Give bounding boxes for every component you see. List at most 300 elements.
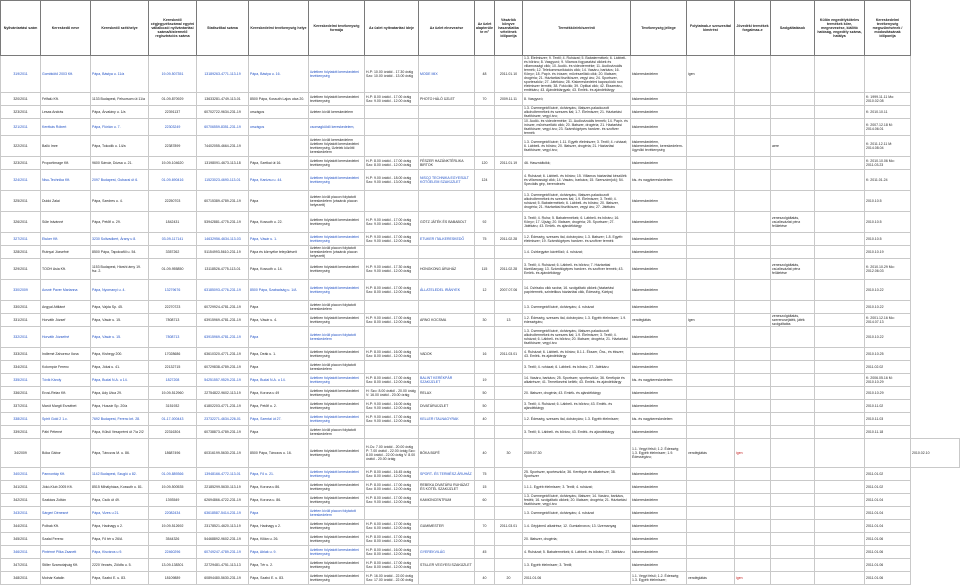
table-cell: 337/2011 <box>1 400 41 413</box>
table-cell: 2010.10.5 <box>865 191 911 212</box>
table-cell: 22132715 <box>149 361 197 374</box>
table-row <box>1 170 960 191</box>
column-header: Kereskedő neve <box>41 1 91 56</box>
table-cell <box>735 301 771 314</box>
table-cell: 2011.01.04 <box>865 520 911 533</box>
table-cell <box>815 546 865 559</box>
table-row <box>1 520 960 533</box>
table-cell <box>495 494 523 507</box>
table-cell: üzletben folytatott kereskedelmi tevékenység <box>309 481 365 494</box>
table-cell: 1.4. Csirkegyám kávéfőzö; 4. ruházat; <box>523 246 631 259</box>
table-cell: Páhi Péterné <box>41 426 91 439</box>
table-row <box>1 301 960 314</box>
table-cell: 63618587-5414-231-19 <box>197 507 249 520</box>
table-cell: Gombkötő 2003 Kft. <box>41 56 91 93</box>
table-cell <box>475 119 495 136</box>
table-cell: Pápa <box>249 426 309 439</box>
table-cell <box>735 387 771 400</box>
table-cell: 7692 Budapest, Ferenc krt. 28. <box>91 413 149 426</box>
table-cell <box>815 572 865 585</box>
table-cell <box>687 280 735 301</box>
table-cell: 20. Illatszer, drogéria; 43. Emlék- és ajándéktárgy <box>523 387 631 400</box>
column-header: Kereskedelmi tevékenység formája <box>309 1 365 56</box>
table-cell <box>495 387 523 400</box>
table-cell: H-P: 8.00 órától - 17.00 óráig Szo: 8.00 órától - 12.00 óráig <box>365 157 419 170</box>
table-cell: 2010.10.22 <box>865 327 911 348</box>
table-cell: 2011.01.06 <box>523 572 631 585</box>
table-cell: 75 <box>475 233 495 246</box>
table-cell: üzletben folytatott kereskedelmi tevékenység <box>309 348 365 361</box>
table-cell: 63915969-4781-231-19 <box>197 314 249 327</box>
table-cell <box>735 520 771 533</box>
table-cell: üzleten kívüli piacon folytatott kereskedelem <box>309 361 365 374</box>
table-cell: 8500 Pápa, Kossuth Lajos utca 20. <box>249 93 309 106</box>
table-cell: 74402055-4664-231-19 <box>197 136 249 157</box>
table-body <box>1 56 960 585</box>
table-cell <box>815 301 865 314</box>
table-row <box>1 426 960 439</box>
table-cell: üzletben folytatott kereskedelmi tevékenység <box>309 520 365 533</box>
table-cell: 346/2011 <box>1 546 41 559</box>
table-cell <box>419 507 475 520</box>
table-cell: igen <box>735 439 771 468</box>
table-cell: Pápa, Huszár Sp. 20/a <box>91 400 149 413</box>
table-cell: 8500 Pápa, Tapolcafői u. 54. <box>91 246 149 259</box>
table-cell: 14632956-4634-113-03 <box>197 233 249 246</box>
table-cell: Duidó Zalai <box>41 191 91 212</box>
table-cell <box>365 246 419 259</box>
table-cell <box>815 280 865 301</box>
table-cell <box>419 572 475 585</box>
table-cell: 1.2. Édesség, szeszes ital, dohányáru; 1.3. Egyéb élelmiszer; 1.9. édességáru; <box>523 314 631 327</box>
table-cell <box>735 559 771 572</box>
table-cell: H-P: 16.00 órától - 22.00 óráig Szo: 17.00 órától - 22.00 óráig <box>365 572 419 585</box>
table-cell <box>771 400 815 413</box>
table-cell <box>815 520 865 533</box>
table-cell: vendéglátás <box>631 314 687 327</box>
table-cell: Szakács Zoltán <box>41 494 91 507</box>
table-cell <box>735 136 771 157</box>
table-cell <box>815 314 865 327</box>
table-cell: 54468892-9602-231-19 <box>197 533 249 546</box>
table-cell <box>687 387 735 400</box>
table-cell: 2011.01.04 <box>865 494 911 507</box>
table-cell: 343/2011 <box>1 507 41 520</box>
table-cell: üzletben folytatott kereskedelmi tevékenység <box>309 233 365 246</box>
table-cell: üzletben folytatott kereskedelmi tevékenység <box>309 494 365 507</box>
table-cell: 01-09-690416 <box>149 170 197 191</box>
table-cell <box>735 119 771 136</box>
table-cell: 8500 Pápa, Tánczos u. 16. <box>249 439 309 468</box>
table-cell: Pápa, Budai N.A. u 14. <box>249 374 309 387</box>
table-cell: kis- és nagykereskedelem <box>631 374 687 387</box>
table-cell: 326/2011 <box>1 212 41 233</box>
table-cell: 01-09-870929 <box>149 93 197 106</box>
table-cell: 11523023-4690-113-01 <box>197 170 249 191</box>
column-header: Kereskedő székhelye <box>91 1 149 56</box>
table-cell <box>475 301 495 314</box>
table-cell <box>735 106 771 119</box>
table-cell: 19-09-500535 <box>149 481 197 494</box>
table-cell <box>495 119 523 136</box>
table-cell: Pápa <box>249 327 309 348</box>
table-cell <box>815 559 865 572</box>
table-cell <box>771 374 815 387</box>
table-cell: K: 2011.12.11 M: 2014.08.04 <box>865 136 911 157</box>
table-cell <box>735 468 771 481</box>
table-cell: 347/2011 <box>1 559 41 572</box>
table-cell: 321/2011 <box>1 119 41 136</box>
table-cell: 2010.10.29 <box>865 387 911 400</box>
table-cell <box>735 93 771 106</box>
table-cell: Pápa, Kishegy 200. <box>91 348 149 361</box>
table-row <box>1 93 960 106</box>
table-cell: igen <box>687 314 735 327</box>
table-cell: üzletben folytatott kereskedelmi tevékenység <box>309 572 365 585</box>
table-cell: Pápa, Külső Veszprémi út 7/a 2/2 <box>91 426 149 439</box>
table-cell: 2010.10.22 <box>865 301 911 314</box>
table-cell: 34/2009 <box>1 439 41 468</box>
table-row <box>1 157 960 170</box>
table-row <box>1 468 960 481</box>
table-cell <box>815 400 865 413</box>
table-cell: üzletben folytatott kereskedelmi tevékenység <box>309 157 365 170</box>
table-cell: 1.2. Édesség, szeszes ital, dohányáru; 1.3. Illatszer; 1.8. Egyéb élelmiszer; 19. Számítógépes hardver- és szoftver termék <box>523 233 631 246</box>
table-cell: 8500 Pápa, Szabadság u. 1/A <box>249 280 309 301</box>
table-cell <box>419 301 475 314</box>
table-cell: Rutnyai Józsefné <box>41 246 91 259</box>
table-cell <box>687 507 735 520</box>
table-cell <box>495 191 523 212</box>
table-cell: 13-09-138301 <box>149 559 197 572</box>
table-cell: 1.3. Csemegeáfi kávé, dohányáru; 4. ruházat <box>523 301 631 314</box>
table-cell: kis- és nagykereskedelem <box>631 170 687 191</box>
table-cell <box>495 246 523 259</box>
table-cell <box>865 56 911 93</box>
table-cell: Marót Margit Erzsébet <box>41 400 91 413</box>
table-cell: Pápa, Tér u. 2. <box>249 559 309 572</box>
table-cell: BÓKA BÜFÉ <box>419 439 475 468</box>
table-cell <box>419 533 475 546</box>
table-cell <box>687 157 735 170</box>
table-cell: 17028686 <box>149 348 197 361</box>
table-cell: 2011.02.02 <box>865 361 911 374</box>
table-cell <box>771 157 815 170</box>
table-cell <box>865 439 911 468</box>
table-cell: 2009.07.30 <box>523 439 631 468</box>
table-cell: ARNO KOCSMA <box>419 314 475 327</box>
table-cell <box>735 426 771 439</box>
table-cell <box>687 119 735 136</box>
table-cell: Pápa, Kilián u. 26. <box>249 533 309 546</box>
table-cell: 3. Textil; 4. Ruházat; 6. Lábbeli- és bőráru; 43. Emlék- és ajándéktárgy <box>523 400 631 413</box>
table-cell: 25. Sportszer, sporteszköz; 36. Kerékpár és alkatrésze; 38. Sportszer <box>523 468 631 481</box>
table-cell: zeneszolgáltatás, szerencsejáték, játék szolgáltatás <box>771 314 815 327</box>
table-cell <box>419 136 475 157</box>
table-cell: 3230 Soltvadkert, Árany u 8. <box>91 233 149 246</box>
table-cell <box>495 481 523 494</box>
table-cell <box>735 259 771 280</box>
table-cell: H-P: 8.00 órától - 17.00 óráig Szo: 9.00 órától - 12.00 óráig <box>365 93 419 106</box>
table-cell <box>771 494 815 507</box>
table-cell <box>815 348 865 361</box>
table-cell: 3. Textil; 6. Lábbeli- és bőráru; 43. Emlék- és ajándéktárgy <box>523 426 631 439</box>
table-cell: kiskereskedelem <box>631 520 687 533</box>
table-cell <box>475 426 495 439</box>
table-cell: 13198091-4673-113-18 <box>197 157 249 170</box>
table-cell: 3357262 <box>149 246 197 259</box>
table-cell <box>365 327 419 348</box>
table-cell: 335/2011 <box>1 374 41 387</box>
table-cell: 2011.01.19 <box>495 157 523 170</box>
table-cell: Pápa, Vásár u. 1. <box>249 233 309 246</box>
table-cell <box>735 157 771 170</box>
table-cell: kiskereskedelem <box>631 93 687 106</box>
table-cell: 60738873-4789-231-19 <box>197 426 249 439</box>
table-cell: 1133 Budapest, Felsorsom út 11/a <box>91 93 149 106</box>
table-cell: 01-09-889366 <box>149 468 197 481</box>
table-cell: kiskereskedelem, kiskereskedelem, kereskedelem-ügynöki tevékenység <box>631 136 687 157</box>
table-cell: H-P: 8.00 órától - 17.00 óráig Szo: 8.00 órától - 12.00 óráig <box>365 481 419 494</box>
table-cell: Pápa, Szabó E. u. 83. <box>249 572 309 585</box>
table-cell: 13118526-4775-113-01 <box>197 259 249 280</box>
table-cell: NISCO TECHNIKA EGYESÜLT KÖTŐELEM SZAKÜZLET <box>419 170 475 191</box>
table-cell <box>495 136 523 157</box>
table-cell <box>419 327 475 348</box>
table-cell: 336/2011 <box>1 387 41 400</box>
table-cell: Pápa, Szedres u. 4. <box>91 191 149 212</box>
table-cell: Balló Imre <box>41 136 91 157</box>
table-cell: 3544326 <box>149 533 197 546</box>
table-cell: kiskereskedelem <box>631 56 687 93</box>
table-cell: üzletben folytatott kereskedelmi tevékenység <box>309 533 365 546</box>
table-cell: 2011.03.01 <box>495 348 523 361</box>
table-cell: kiskereskedelem <box>631 533 687 546</box>
table-cell <box>815 212 865 233</box>
table-cell <box>495 559 523 572</box>
table-cell: Pápa, Kossuth u. 14. <box>249 259 309 280</box>
table-cell: H-P: 9.00 órától - 17.00 óráig Szo: 8.00 órától - 12.00 óráig <box>365 314 419 327</box>
table-cell: FÉSZER HAZÁNKTÉRLIKA BIRTOK <box>419 157 475 170</box>
table-cell <box>419 191 475 212</box>
table-cell: 2011.01.06 <box>865 559 911 572</box>
table-cell: 22250703 <box>149 191 197 212</box>
table-cell: vendéglátás <box>687 572 735 585</box>
table-row <box>1 348 960 361</box>
table-cell <box>735 170 771 191</box>
table-cell <box>475 533 495 546</box>
table-cell <box>815 106 865 119</box>
table-cell: 70 <box>475 93 495 106</box>
table-cell <box>771 361 815 374</box>
table-cell <box>365 361 419 374</box>
table-cell <box>771 507 815 520</box>
table-cell: 1827208 <box>149 374 197 387</box>
table-cell: Pápa, Fő tér u 26/A <box>91 533 149 546</box>
table-row <box>1 233 960 246</box>
table-cell: 18109889 <box>149 572 197 585</box>
table-row <box>1 546 960 559</box>
table-cell <box>687 170 735 191</box>
header-row <box>1 1 960 56</box>
table-cell: üzleten kívüli piacon folytatott kereskedelem (vásárok piacon helyezett) <box>309 246 365 259</box>
table-cell <box>735 361 771 374</box>
table-cell: Félfalú Kft. <box>41 93 91 106</box>
table-row <box>1 56 960 93</box>
table-cell: kiskereskedelem <box>631 301 687 314</box>
table-cell: kiskereskedelem <box>631 106 687 119</box>
table-cell <box>495 413 523 426</box>
column-header: Termékkör/ek/szerinti <box>523 1 631 56</box>
table-cell: 14. Csiriszku cikk szoba; 16. szolgáltató cikkek (háztartási papírtermék, szintetikus háztartási cikk, Édesség, Kártya) <box>523 280 631 301</box>
table-cell: KELLER ITALNAGYRAK <box>419 413 475 426</box>
table-cell: H-P: 6.00 órától - 17.00 óráig Szo: 6.00 órától - 12.00 óráig <box>365 520 419 533</box>
table-cell: Pápa, Vásár u. 15. <box>91 327 149 348</box>
table-cell: kiskereskedelem <box>631 494 687 507</box>
table-cell: igen <box>735 572 771 585</box>
table-cell: 1393549 <box>149 494 197 507</box>
table-cell: 60706559-8351-231-19 <box>197 119 249 136</box>
table-cell <box>687 191 735 212</box>
table-cell: 342/2011 <box>1 494 41 507</box>
table-cell: H-P: 9.00 órától - 17.00 óráig Szo: 9.00 órától - 12.00 óráig <box>365 413 419 426</box>
table-cell: 13279676 <box>149 280 197 301</box>
table-cell: kiskereskedelem <box>631 361 687 374</box>
table-cell: 4. Ruházat; 6. Lábbeli- és bőráru; 8.1.1. Ékszer, Óra-, és ékszer; 43. Emlék- és ajándéktárgy <box>523 348 631 361</box>
table-cell: 63610320-4771-231-19 <box>197 348 249 361</box>
table-cell: Pápa, Kanizsu u. 44. <box>249 170 309 191</box>
table-cell: H-P: 8.00 órától - 16.00 óráig Szo: 8.00 órától - 12.00 óráig <box>365 348 419 361</box>
table-cell: országos <box>249 119 309 136</box>
table-cell: 22754822-9602-113-19 <box>197 387 249 400</box>
table-cell <box>815 533 865 546</box>
table-cell <box>815 413 865 426</box>
table-cell: 20 <box>495 572 523 585</box>
table-cell: 45 <box>475 546 495 559</box>
table-cell: 13948166-4772-113-01 <box>197 468 249 481</box>
table-cell <box>495 374 523 387</box>
table-cell <box>365 301 419 314</box>
table-cell: HONGKONG ÁRUHÁZ <box>419 259 475 280</box>
table-cell: 16 <box>475 348 495 361</box>
table-cell: 338/2011 <box>1 413 41 426</box>
table-cell <box>815 136 865 157</box>
table-cell: Pápa, Szetkai út 16. <box>249 157 309 170</box>
table-cell: 19-09-512692 <box>149 520 197 533</box>
table-cell <box>735 413 771 426</box>
table-cell: 2011.01.02 <box>865 468 911 481</box>
table-cell: 340/2011 <box>1 468 41 481</box>
table-cell: Pannontáp Kft. <box>41 468 91 481</box>
table-cell: zeneszolgáltatás, csúzlisvázlat pénz felületése <box>771 212 815 233</box>
table-cell <box>815 361 865 374</box>
table-cell: 50 <box>475 387 495 400</box>
table-row <box>1 533 960 546</box>
table-cell: üzletben folytatott kereskedelmi tevékenység <box>309 439 365 468</box>
table-cell <box>771 327 815 348</box>
table-row <box>1 507 960 520</box>
table-cell: üzletben folytatott kereskedelmi tevékenység <box>309 559 365 572</box>
table-row <box>1 246 960 259</box>
table-cell: üzleten kívüli piacon folytatott kereskedelem (vásárok piacon helyezett) <box>309 191 365 212</box>
table-cell: 2011.01.10 <box>495 56 523 93</box>
table-cell: 8515 Mihályháza, Kossuth u. 81. <box>91 481 149 494</box>
table-cell: 60 <box>475 494 495 507</box>
table-cell <box>771 233 815 246</box>
table-cell: H-Cs: 7.00 órától - 20.00 óráig P: 7.00 órától - 22.00 óráig Szo: 8.00 órától - 22.00 óráig V: 8.00 órától - 20.00 óráig <box>365 439 419 468</box>
table-cell: kis- és nagykereskedelem <box>631 413 687 426</box>
table-cell <box>687 426 735 439</box>
table-cell: Sárgeri Dénesné <box>41 507 91 520</box>
table-cell: 13 <box>495 314 523 327</box>
table-cell: 22316304 <box>149 426 197 439</box>
table-row <box>1 559 960 572</box>
table-cell: üzleten kívüli piacon folytatott kereskedelem <box>309 507 365 520</box>
table-cell: Szalai Ferenc <box>41 533 91 546</box>
table-cell <box>495 170 523 191</box>
table-cell: K: 2007.12.18 M: 2014.06.01 <box>865 119 911 136</box>
table-cell: üzleten kívüli piacon folytatott kereskedelem <box>309 327 365 348</box>
table-cell: csomagküldő kereskedelem, <box>309 119 365 136</box>
table-cell: kiskereskedelem <box>631 507 687 520</box>
table-cell: 1142 Budapest, Szugló u 82. <box>91 468 149 481</box>
table-cell: Pápa, Petőfi u. 2. <box>249 400 309 413</box>
table-cell <box>771 170 815 191</box>
table-cell: Pápa, Árvalány u. 1/a <box>91 106 149 119</box>
table-cell: H: Szo: 8.00 órától - 20.00 óráig V: 16.00 órától - 20.00 óráig <box>365 387 419 400</box>
table-cell <box>815 119 865 136</box>
table-row <box>1 280 960 301</box>
table-cell: Pápa, Deák u. 1. <box>249 348 309 361</box>
table-cell <box>687 481 735 494</box>
table-cell: Pápa, Kisváros u 9. <box>91 546 149 559</box>
table-cell: 60894480-5630-231-19 <box>197 572 249 585</box>
table-cell: kiskereskedelem <box>631 348 687 361</box>
table-cell: 2009.11.11 <box>495 93 523 106</box>
table-cell: 14. Vasáru, barkács; 25. Sportszer, sporteszköz; 36. Kerékpár és alkatrésze; 41. Temetkezési kellék; 43. Emlék- és ajándéktárgy <box>523 374 631 387</box>
table-cell <box>771 426 815 439</box>
table-cell: 331/2011 <box>1 314 41 327</box>
table-cell: 330/2009 <box>1 280 41 301</box>
table-cell: K: 2006.05.16 M: 2010.10.29 <box>865 374 911 387</box>
table-cell: Pápa, Korona u 49 <box>249 387 309 400</box>
table-cell: üzletben folytatott kereskedelmi tevékenység <box>309 170 365 191</box>
table-cell: 48 <box>475 56 495 93</box>
table-cell: 3. Textil; 4. Ruha; 5. Babatermékek; 6. Lábbeli- és bőráru; 16. Könyv; 17. Újság; 20. Illatszer, drogéria; 25. Sportszer; 27. Játékáru; 43. Emlék- és ajándéktárgy <box>523 212 631 233</box>
table-cell: 01-17-000443 <box>149 413 197 426</box>
table-cell: 339/2011 <box>1 426 41 439</box>
table-cell <box>365 191 419 212</box>
table-cell <box>475 327 495 348</box>
table-cell: 22460296 <box>149 546 197 559</box>
table-cell <box>735 233 771 246</box>
table-cell: K: 2010.10.29 Mo: 2012.06.03 <box>865 259 911 280</box>
table-cell: Süle Istvánné <box>41 212 91 233</box>
table-cell <box>495 301 523 314</box>
table-cell: igen <box>687 56 735 93</box>
table-cell <box>735 212 771 233</box>
table-cell: 3. Textil; 4. Ruházat; 6. Lábbeli- és bőráru; 7. Háztartási tüzelőanyag; 13. Számítógépes hardver- és szoftver termék; 43. Emlék- és ajándéktárgy <box>523 259 631 280</box>
table-cell <box>365 106 419 119</box>
table-cell: 20. Illatszer, drogéria; <box>523 533 631 546</box>
table-cell <box>419 426 475 439</box>
table-row <box>1 481 960 494</box>
table-cell <box>687 559 735 572</box>
table-cell: 60729924-4781-231-19 <box>197 301 249 314</box>
table-cell: 1842431 <box>149 212 197 233</box>
table-cell: Angyal Attiláné <box>41 301 91 314</box>
table-cell: 2010.10.19 <box>865 246 911 259</box>
